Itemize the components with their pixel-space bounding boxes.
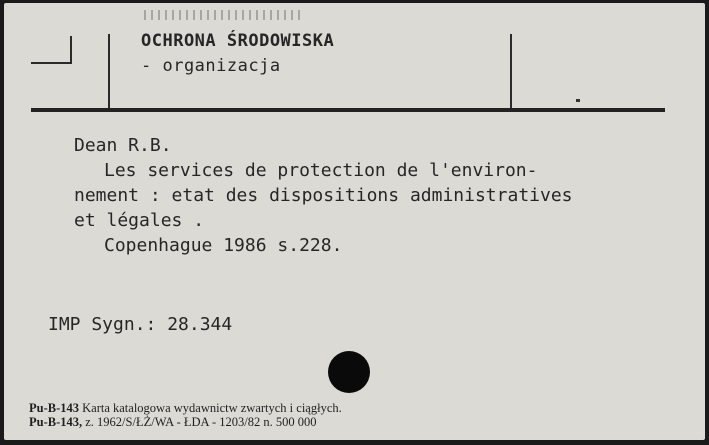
header-divider-right <box>510 34 512 110</box>
subject-subdivision: - organizacja <box>141 56 281 76</box>
title-line-1: Les services de protection de l'environ- <box>104 160 538 181</box>
footer-line-2 <box>29 415 317 430</box>
header-rule <box>31 108 665 112</box>
rule-mark <box>576 99 580 102</box>
author-line: Dean R.B. <box>74 135 172 156</box>
footer-print-code: Pu-B-143, <box>29 415 83 429</box>
footer-line-1 <box>29 401 342 416</box>
header-divider-left <box>108 34 110 110</box>
title-line-3: et légales . <box>74 210 205 231</box>
catalog-card <box>4 3 705 440</box>
footer-form-description: Karta katalogowa wydawnictw zwartych i ciągłych. <box>82 401 342 415</box>
footer-form-code: Pu-B-143 <box>29 401 79 415</box>
ink-smudge <box>144 10 304 20</box>
imprint-line: Copenhague 1986 s.228. <box>104 235 343 256</box>
corner-mark-horizontal <box>31 62 71 64</box>
title-line-2: nement : etat des dispositions administratives <box>74 185 573 206</box>
subject-heading: OCHRONA ŚRODOWISKA <box>141 31 335 51</box>
footer-print-details: z. 1962/S/ŁŻ/WA - ŁDA - 1203/82 n. 500 000 <box>85 415 317 429</box>
corner-mark-vertical <box>70 36 72 64</box>
call-number: IMP Sygn.: 28.344 <box>48 314 233 335</box>
punch-hole <box>328 351 370 393</box>
